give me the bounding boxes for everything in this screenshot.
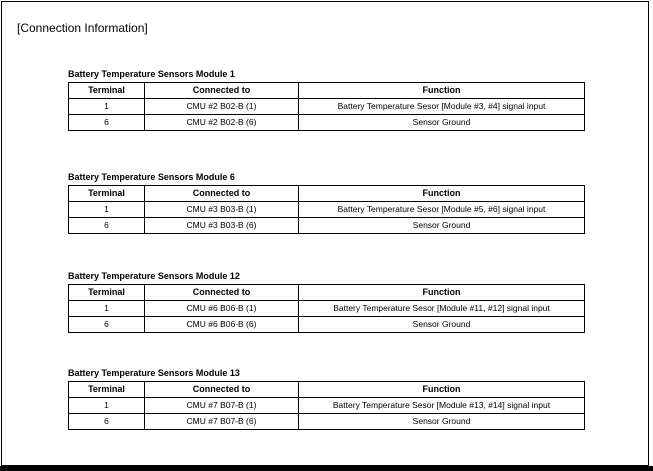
table-row [69,317,585,333]
cell-terminal: 1 [69,99,145,115]
cell-connected-to: CMU #6 B06-B (1) [145,301,299,317]
section-title: Battery Temperature Sensors Module 13 [68,368,240,378]
header-terminal: Terminal [69,382,145,398]
header-connected-to: Connected to [145,83,299,99]
section-module-1 [68,69,584,131]
cell-terminal: 6 [69,115,145,131]
table-header-row [69,186,585,202]
table-row [69,99,585,115]
section-module-13 [68,368,584,430]
cell-terminal: 1 [69,202,145,218]
header-terminal: Terminal [69,186,145,202]
connection-table [68,381,585,430]
table-row [69,115,585,131]
section-title: Battery Temperature Sensors Module 1 [68,69,235,79]
cell-connected-to: CMU #7 B07-B (6) [145,414,299,430]
connection-table [68,185,585,234]
table-row [69,202,585,218]
cell-connected-to: CMU #6 B06-B (6) [145,317,299,333]
header-connected-to: Connected to [145,382,299,398]
table-header-row [69,382,585,398]
section-module-6 [68,172,584,234]
header-terminal: Terminal [69,285,145,301]
cell-terminal: 1 [69,301,145,317]
cell-connected-to: CMU #3 B03-B (6) [145,218,299,234]
cell-function: Sensor Ground [299,115,585,131]
table-row [69,301,585,317]
cell-function: Sensor Ground [299,218,585,234]
section-module-12 [68,271,584,333]
cell-terminal: 1 [69,398,145,414]
cell-function: Battery Temperature Sesor [Module #3, #4] signal input [299,99,585,115]
header-connected-to: Connected to [145,285,299,301]
cell-connected-to: CMU #3 B03-B (1) [145,202,299,218]
cell-connected-to: CMU #7 B07-B (1) [145,398,299,414]
table-header-row [69,285,585,301]
section-title: Battery Temperature Sensors Module 6 [68,172,235,182]
connection-table [68,82,585,131]
table-row [69,218,585,234]
bottom-divider [0,466,653,471]
connection-table [68,284,585,333]
cell-function: Battery Temperature Sesor [Module #11, #12] signal input [299,301,585,317]
section-title: Battery Temperature Sensors Module 12 [68,271,240,281]
cell-function: Battery Temperature Sesor [Module #13, #14] signal input [299,398,585,414]
cell-function: Battery Temperature Sesor [Module #5, #6] signal input [299,202,585,218]
header-terminal: Terminal [69,83,145,99]
header-connected-to: Connected to [145,186,299,202]
header-function: Function [299,186,585,202]
cell-connected-to: CMU #2 B02-B (6) [145,115,299,131]
cell-connected-to: CMU #2 B02-B (1) [145,99,299,115]
page-title: [Connection Information] [17,21,148,35]
cell-function: Sensor Ground [299,317,585,333]
header-function: Function [299,83,585,99]
header-function: Function [299,382,585,398]
table-row [69,398,585,414]
cell-function: Sensor Ground [299,414,585,430]
cell-terminal: 6 [69,414,145,430]
header-function: Function [299,285,585,301]
cell-terminal: 6 [69,317,145,333]
cell-terminal: 6 [69,218,145,234]
table-row [69,414,585,430]
table-header-row [69,83,585,99]
